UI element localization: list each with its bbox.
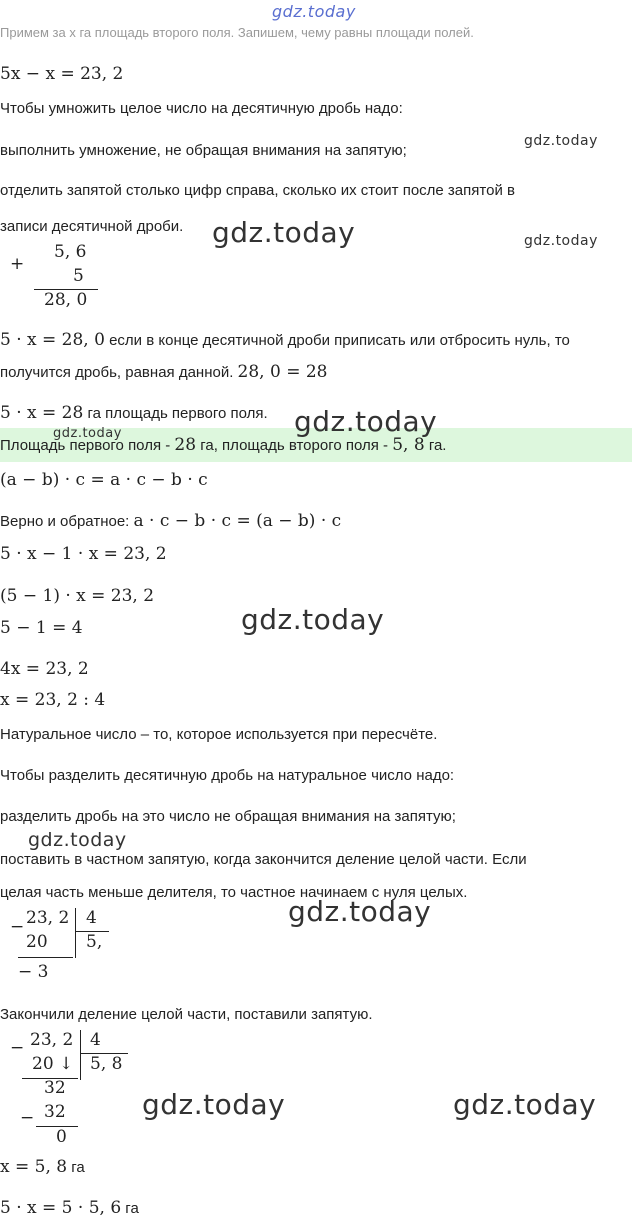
text-line: Чтобы разделить десятичную дробь на натуральное число надо: — [0, 767, 455, 784]
text-line: разделить дробь на это число не обращая внимания на запятую; — [0, 808, 456, 825]
equation: (5 − 1) · x = 23, 2 — [0, 586, 155, 606]
result-line: 5 · x = 5 · 5, 6 га — [0, 1198, 139, 1218]
watermark: gdz.today — [524, 133, 598, 149]
text-line: Закончили деление целой части, поставили запятую. — [0, 1006, 373, 1023]
watermark-top: gdz.today — [272, 2, 356, 21]
div1-remainder: − 3 — [18, 962, 49, 982]
equation: 5 − 1 = 4 — [0, 618, 83, 638]
formula: (a − b) · c = a · c − b · c — [0, 470, 208, 490]
div1-divisor: 4 — [86, 908, 97, 928]
div2-mid: 32 — [44, 1078, 66, 1098]
answer-line: Площадь первого поля - 28 га, площадь второго поля - 5, 8 га. — [0, 435, 447, 455]
text-line: 5 · x = 28 га площадь первого поля. — [0, 403, 268, 423]
equation: 5x − x = 23, 2 — [0, 64, 124, 84]
text-line: отделить запятой столько цифр справа, сколько их стоит после запятой в — [0, 182, 515, 199]
watermark: gdz.today — [524, 233, 598, 249]
watermark: gdz.today — [212, 216, 356, 249]
div2-minus: − — [10, 1038, 25, 1058]
div1-subtrahend: 20 — [26, 932, 48, 952]
mult-factor-a: 5, 6 — [54, 242, 87, 262]
watermark: gdz.today — [28, 829, 127, 851]
div2-quotient: 5, 8 — [90, 1054, 123, 1074]
watermark: gdz.today — [294, 405, 438, 438]
watermark: gdz.today — [142, 1088, 286, 1121]
text-line: Верно и обратное: a · c − b · c = (a − b) · c — [0, 511, 342, 531]
mult-operator: + — [10, 254, 25, 274]
div2-dividend: 23, 2 — [30, 1030, 74, 1050]
text-line: целая часть меньше делителя, то частное начинаем с нуля целых. — [0, 884, 468, 901]
div1-quotient: 5, — [86, 932, 103, 952]
watermark: gdz.today — [288, 895, 432, 928]
result-line: x = 5, 8 га — [0, 1157, 85, 1177]
equation: 5 · x − 1 · x = 23, 2 — [0, 544, 167, 564]
text-line: выполнить умножение, не обращая внимания на запятую; — [0, 142, 407, 159]
text-line: 5 · x = 28, 0 если в конце десятичной дроби приписать или отбросить нуль, то — [0, 330, 570, 350]
equation: x = 23, 2 : 4 — [0, 690, 106, 710]
intro-text: Примем за x га площадь второго поля. Запишем, чему равны площади полей. — [0, 25, 474, 40]
watermark: gdz.today — [241, 603, 385, 636]
watermark: gdz.today — [53, 426, 122, 441]
div2-remainder: 0 — [56, 1127, 67, 1147]
watermark: gdz.today — [453, 1088, 597, 1121]
div1-dividend: 23, 2 — [26, 908, 70, 928]
mult-factor-b: 5 — [73, 266, 84, 286]
div1-minus: − — [10, 917, 25, 937]
div2-divisor: 4 — [90, 1030, 101, 1050]
text-line: получится дробь, равная данной. 28, 0 = 28 — [0, 362, 328, 382]
equation: 4x = 23, 2 — [0, 659, 89, 679]
div2-minus2: − — [20, 1108, 35, 1128]
div1-sub-rule — [18, 957, 73, 958]
text-line: Натуральное число – то, которое используется при пересчёте. — [0, 726, 438, 743]
div2-subtrahend: 20 ↓ — [32, 1054, 74, 1074]
text-line: записи десятичной дроби. — [0, 218, 184, 235]
text-line: поставить в частном запятую, когда закончится деление целой части. Если — [0, 851, 527, 868]
div2-subtrahend2: 32 — [44, 1102, 66, 1122]
div1-vrule — [75, 908, 76, 958]
mult-result: 28, 0 — [44, 290, 88, 310]
text-line: Чтобы умножить целое число на десятичную дробь надо: — [0, 100, 403, 117]
div2-vrule — [80, 1030, 81, 1080]
